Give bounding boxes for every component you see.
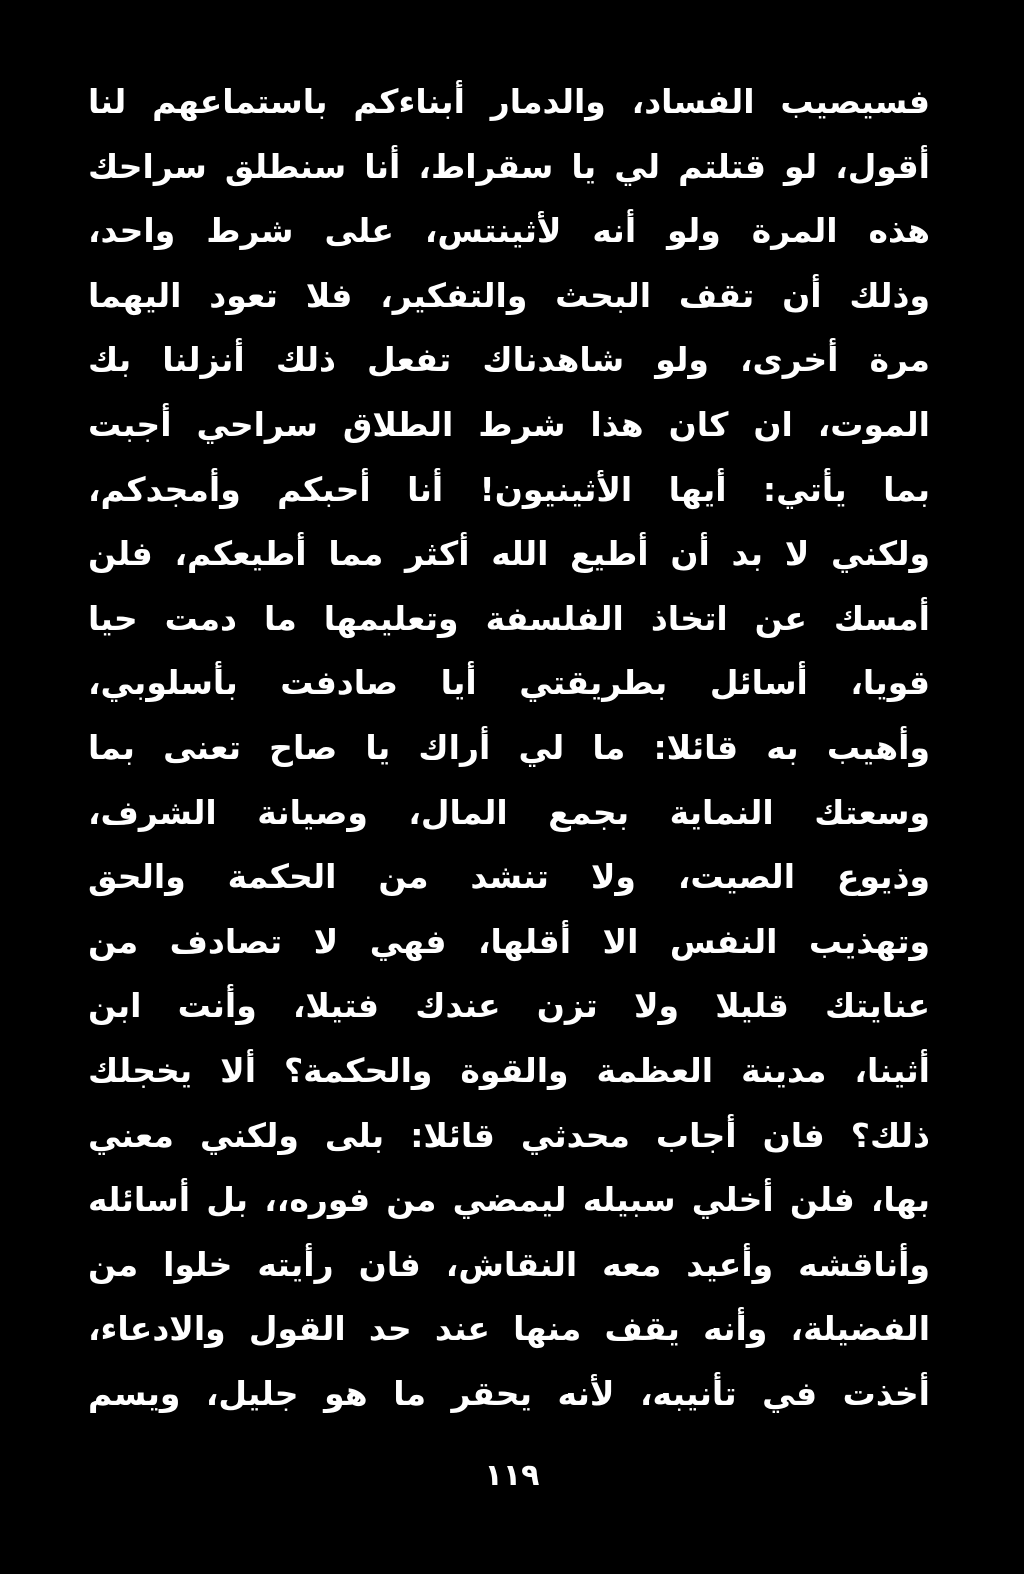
text-line: هذه المرة ولو أنه لأثينتس، على شرط واحد، [88,211,930,251]
text-line: وذيوع الصيت، ولا تنشد من الحكمة والحق [88,857,930,897]
text-line: الموت، ان كان هذا شرط الطلاق سراحي أجبت [88,404,930,444]
text-line: وسعتك النماية بجمع المال، وصيانة الشرف، [88,792,930,832]
text-line: بها، فلن أخلي سبيله ليمضي من فوره،، بل أسائله [88,1180,930,1220]
text-line: عنايتك قليلا ولا تزن عندك فتيلا، وأنت ابن [88,986,930,1026]
page-number: ١١٩ [484,1458,540,1493]
text-line: وأهيب به قائلا: ما لي أراك يا صاح تعنى بما [88,727,930,767]
text-line: فسيصيب الفساد، والدمار أبناءكم باستماعهم لنا [88,82,930,121]
text-line: ذلك؟ فان أجاب محدثي قائلا: بلى ولكني معني [88,1115,930,1155]
text-line: وذلك أن تقف البحث والتفكير، فلا تعود اليهما [88,275,930,315]
text-line: وتهذيب النفس الا أقلها، فهي لا تصادف من [88,921,930,961]
text-line: الفضيلة، وأنه يقف منها عند حد القول والادعاء، [88,1309,930,1349]
text-line: أمسك عن اتخاذ الفلسفة وتعليمها ما دمت حيا [88,598,930,638]
body-text [88,70,930,1426]
text-line: أخذت في تأنيبه، لأنه يحقر ما هو جليل، ويسم [88,1373,930,1413]
text-line: ولكني لا بد أن أطيع الله أكثر مما أطيعكم، فلن [88,534,930,574]
text-line: مرة أخرى، ولو شاهدناك تفعل ذلك أنزلنا بك [88,340,930,380]
text-line: أقول، لو قتلتم لي يا سقراط، أنا سنطلق سراحك [88,146,930,186]
text-line: وأناقشه وأعيد معه النقاش، فان رأيته خلوا من [88,1244,930,1284]
text-line: قويا، أسائل بطريقتي أيا صادفت بأسلوبي، [88,663,930,703]
text-line: بما يأتي: أيها الأثينيون! أنا أحبكم وأمجدكم، [88,469,930,509]
text-line: أثينا، مدينة العظمة والقوة والحكمة؟ ألا يخجلك [88,1050,930,1090]
